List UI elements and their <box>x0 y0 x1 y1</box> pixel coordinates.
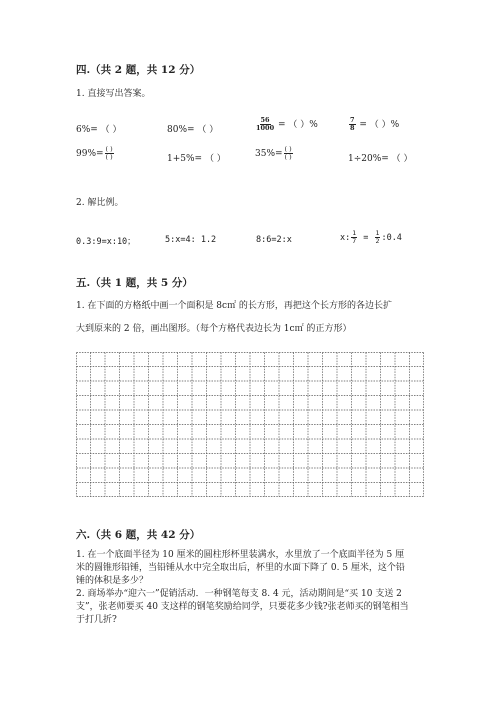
blank-fraction: $\frac{( )}{( )}$ <box>284 145 292 161</box>
calc-6-percent: 6%= （ ） <box>76 125 122 135</box>
calc-35-percent: 35%= $\frac{( )}{( )}$ <box>255 145 292 161</box>
calc-1-div-20-percent: 1÷20%= （ ） <box>348 154 413 164</box>
proportion-2: 5:x=4: 1.2 <box>165 235 217 245</box>
section-6-question-1: 1. 在一个底面半径为 10 厘米的圆柱形杯里装满水，水里放了一个底面半径为 5 厘米的圆锥形铅锤，当铅锤从水中完全取出后，杯里的水面下降了 0. 5 厘米，这个铅锤的体积是多少？ <box>76 550 405 586</box>
grid-paper[interactable] <box>76 352 424 497</box>
proportion-1: 0.3:9=x:10； <box>76 237 136 247</box>
section-5-heading: 五.（共 1 题，共 5 分） <box>76 277 193 289</box>
fraction-7-8: $\frac{7}{8}$ <box>350 116 355 132</box>
section-5-question-line-2: 大到原来的 2 倍，画出图形。（每个方格代表边长为 1c㎡ 的正方形） <box>76 324 352 334</box>
section-4-heading: 四.（共 2 题，共 12 分） <box>76 64 201 76</box>
blank-fraction: $\frac{( )}{( )}$ <box>105 145 113 161</box>
section-6-question-2: 2. 商场举办“迎六一”促销活动．一种钢笔每支 8. 4 元，活动期间是“买 10 支送 2 支”，张老师要买 40 支这样的钢笔奖励给同学，只要花多少钱?张老师买的钢笔相当于打几折? <box>76 589 409 625</box>
question-1-prompt: 1. 直接写出答案。 <box>76 89 151 99</box>
question-2-prompt: 2. 解比例。 <box>76 198 124 208</box>
section-5-question-line-1: 1. 在下面的方格纸中画一个面积是 8c㎡ 的长方形，再把这个长方形的各边长扩 <box>76 301 392 311</box>
fraction-56-1000: $\frac{56}{1000}$ <box>256 116 275 132</box>
section-6-heading: 六.（共 6 题，共 42 分） <box>76 529 201 541</box>
proportion-3: 8:6=2:x <box>256 235 292 245</box>
calc-56-over-1000: $\frac{56}{1000}$ = （ ）% <box>256 116 318 132</box>
calc-99-percent: 99%= $\frac{( )}{( )}$ <box>76 145 113 161</box>
calc-1-plus-5-percent: 1+5%= （ ） <box>167 154 226 164</box>
calc-7-over-8: $\frac{7}{8}$ = （ ）% <box>350 116 400 132</box>
fraction-1-2: $\frac{1}{2}$ <box>375 229 380 245</box>
calc-80-percent: 80%= （ ） <box>167 125 219 135</box>
proportion-4: x: $\frac{1}{7}$ = $\frac{1}{2}$ :0.4 <box>340 229 402 245</box>
fraction-1-7: $\frac{1}{7}$ <box>352 229 357 245</box>
